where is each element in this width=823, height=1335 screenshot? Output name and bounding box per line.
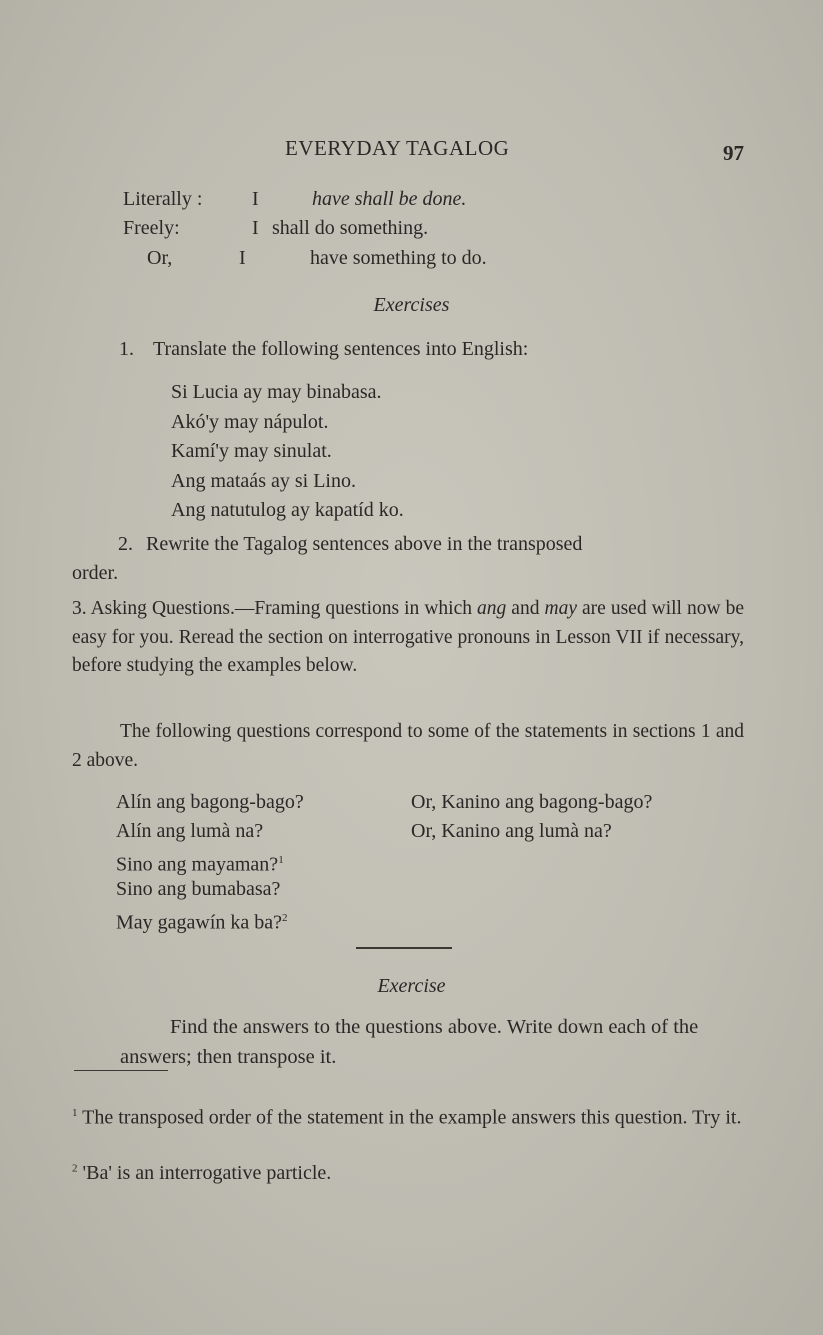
- or-label: Or,: [147, 247, 173, 269]
- and-word: and: [511, 598, 540, 619]
- exercises-heading: Exercises: [373, 294, 450, 316]
- footnote-ref: 2: [282, 912, 288, 924]
- freely-label: Freely:: [123, 217, 180, 239]
- question: Alín ang bagong-bago?: [116, 791, 304, 813]
- exercise-item-3: [72, 595, 744, 681]
- page-number: 97: [723, 141, 744, 165]
- footnote-1: [72, 1098, 744, 1133]
- ang-term: ang: [477, 598, 507, 619]
- may-term: may: [544, 598, 577, 619]
- item-2-text-continued: order.: [72, 562, 119, 584]
- footnote-2: [72, 1162, 331, 1185]
- sentence: Kamí'y may sinulat.: [171, 440, 332, 462]
- freely-text: shall do something.: [272, 217, 429, 239]
- sentence: Ang mataás ay si Lino.: [171, 469, 356, 492]
- section-divider: [356, 947, 452, 949]
- freely-line: [123, 217, 428, 240]
- item-1-number: 1.: [119, 338, 134, 360]
- item-2-number: 2.: [118, 533, 133, 555]
- exercise-item-1: [119, 338, 528, 361]
- footnote-divider: [74, 1070, 168, 1071]
- footnote-text: The transposed order of the statement in the example answers this question. Try it.: [82, 1106, 742, 1129]
- following-paragraph: The following questions correspond to some of the statements in sections 1 and 2 above.: [72, 721, 744, 771]
- footnote-ref: 1: [278, 854, 284, 866]
- freely-pronoun: I: [252, 217, 259, 239]
- item-3-lead: Asking Questions.—Framing questions in which: [90, 598, 472, 619]
- sentence: Si Lucia ay may binabasa.: [171, 381, 382, 403]
- item-3-rest: are used will now be easy for you. Reread the section on interrogative pronouns in Lesson VII if necessary, before studying the examples below.: [72, 598, 744, 676]
- literally-text: have shall be done.: [312, 188, 467, 210]
- running-header: EVERYDAY TAGALOG: [285, 136, 510, 160]
- tagalog-sentences: [171, 378, 404, 526]
- question-row: [116, 875, 304, 904]
- or-line: [147, 247, 487, 270]
- literally-label: Literally :: [123, 188, 203, 210]
- question-list: [116, 788, 653, 934]
- question-alternative: Or, Kanino ang lumà na?: [411, 820, 612, 842]
- question-row: [116, 788, 653, 817]
- question-row: [116, 904, 304, 933]
- question: May gagawín ka ba?: [116, 911, 283, 934]
- item-1-text: Translate the following sentences into English:: [153, 338, 529, 360]
- item-3-number: 3.: [72, 598, 87, 619]
- item-2-text: Rewrite the Tagalog sentences above in the transposed: [146, 533, 583, 555]
- exercise-heading: Exercise: [377, 975, 446, 997]
- footnote-text: 'Ba' is an interrogative particle.: [82, 1162, 332, 1184]
- literally-pronoun: I: [252, 188, 259, 210]
- question-row: [116, 817, 612, 846]
- literally-line: [123, 188, 466, 211]
- question: Sino ang bumabasa?: [116, 878, 281, 900]
- footnote-mark: 1: [72, 1107, 78, 1119]
- question: Sino ang mayaman?: [116, 853, 279, 876]
- question-row: [116, 846, 304, 875]
- exercise-instructions: Find the answers to the questions above. Write down each of the answers; then transpose it.: [120, 1016, 699, 1068]
- sentence: Ang natutulog ay kapatíd ko.: [171, 499, 404, 521]
- sentence: Akó'y may nápulot.: [171, 410, 329, 433]
- footnote-mark: 2: [72, 1162, 78, 1175]
- exercise-item-2: [118, 533, 582, 556]
- question-alternative: Or, Kanino ang bagong-bago?: [411, 791, 653, 813]
- or-pronoun: I: [239, 247, 246, 269]
- or-text: have something to do.: [310, 247, 487, 269]
- question: Alín ang lumà na?: [116, 820, 264, 842]
